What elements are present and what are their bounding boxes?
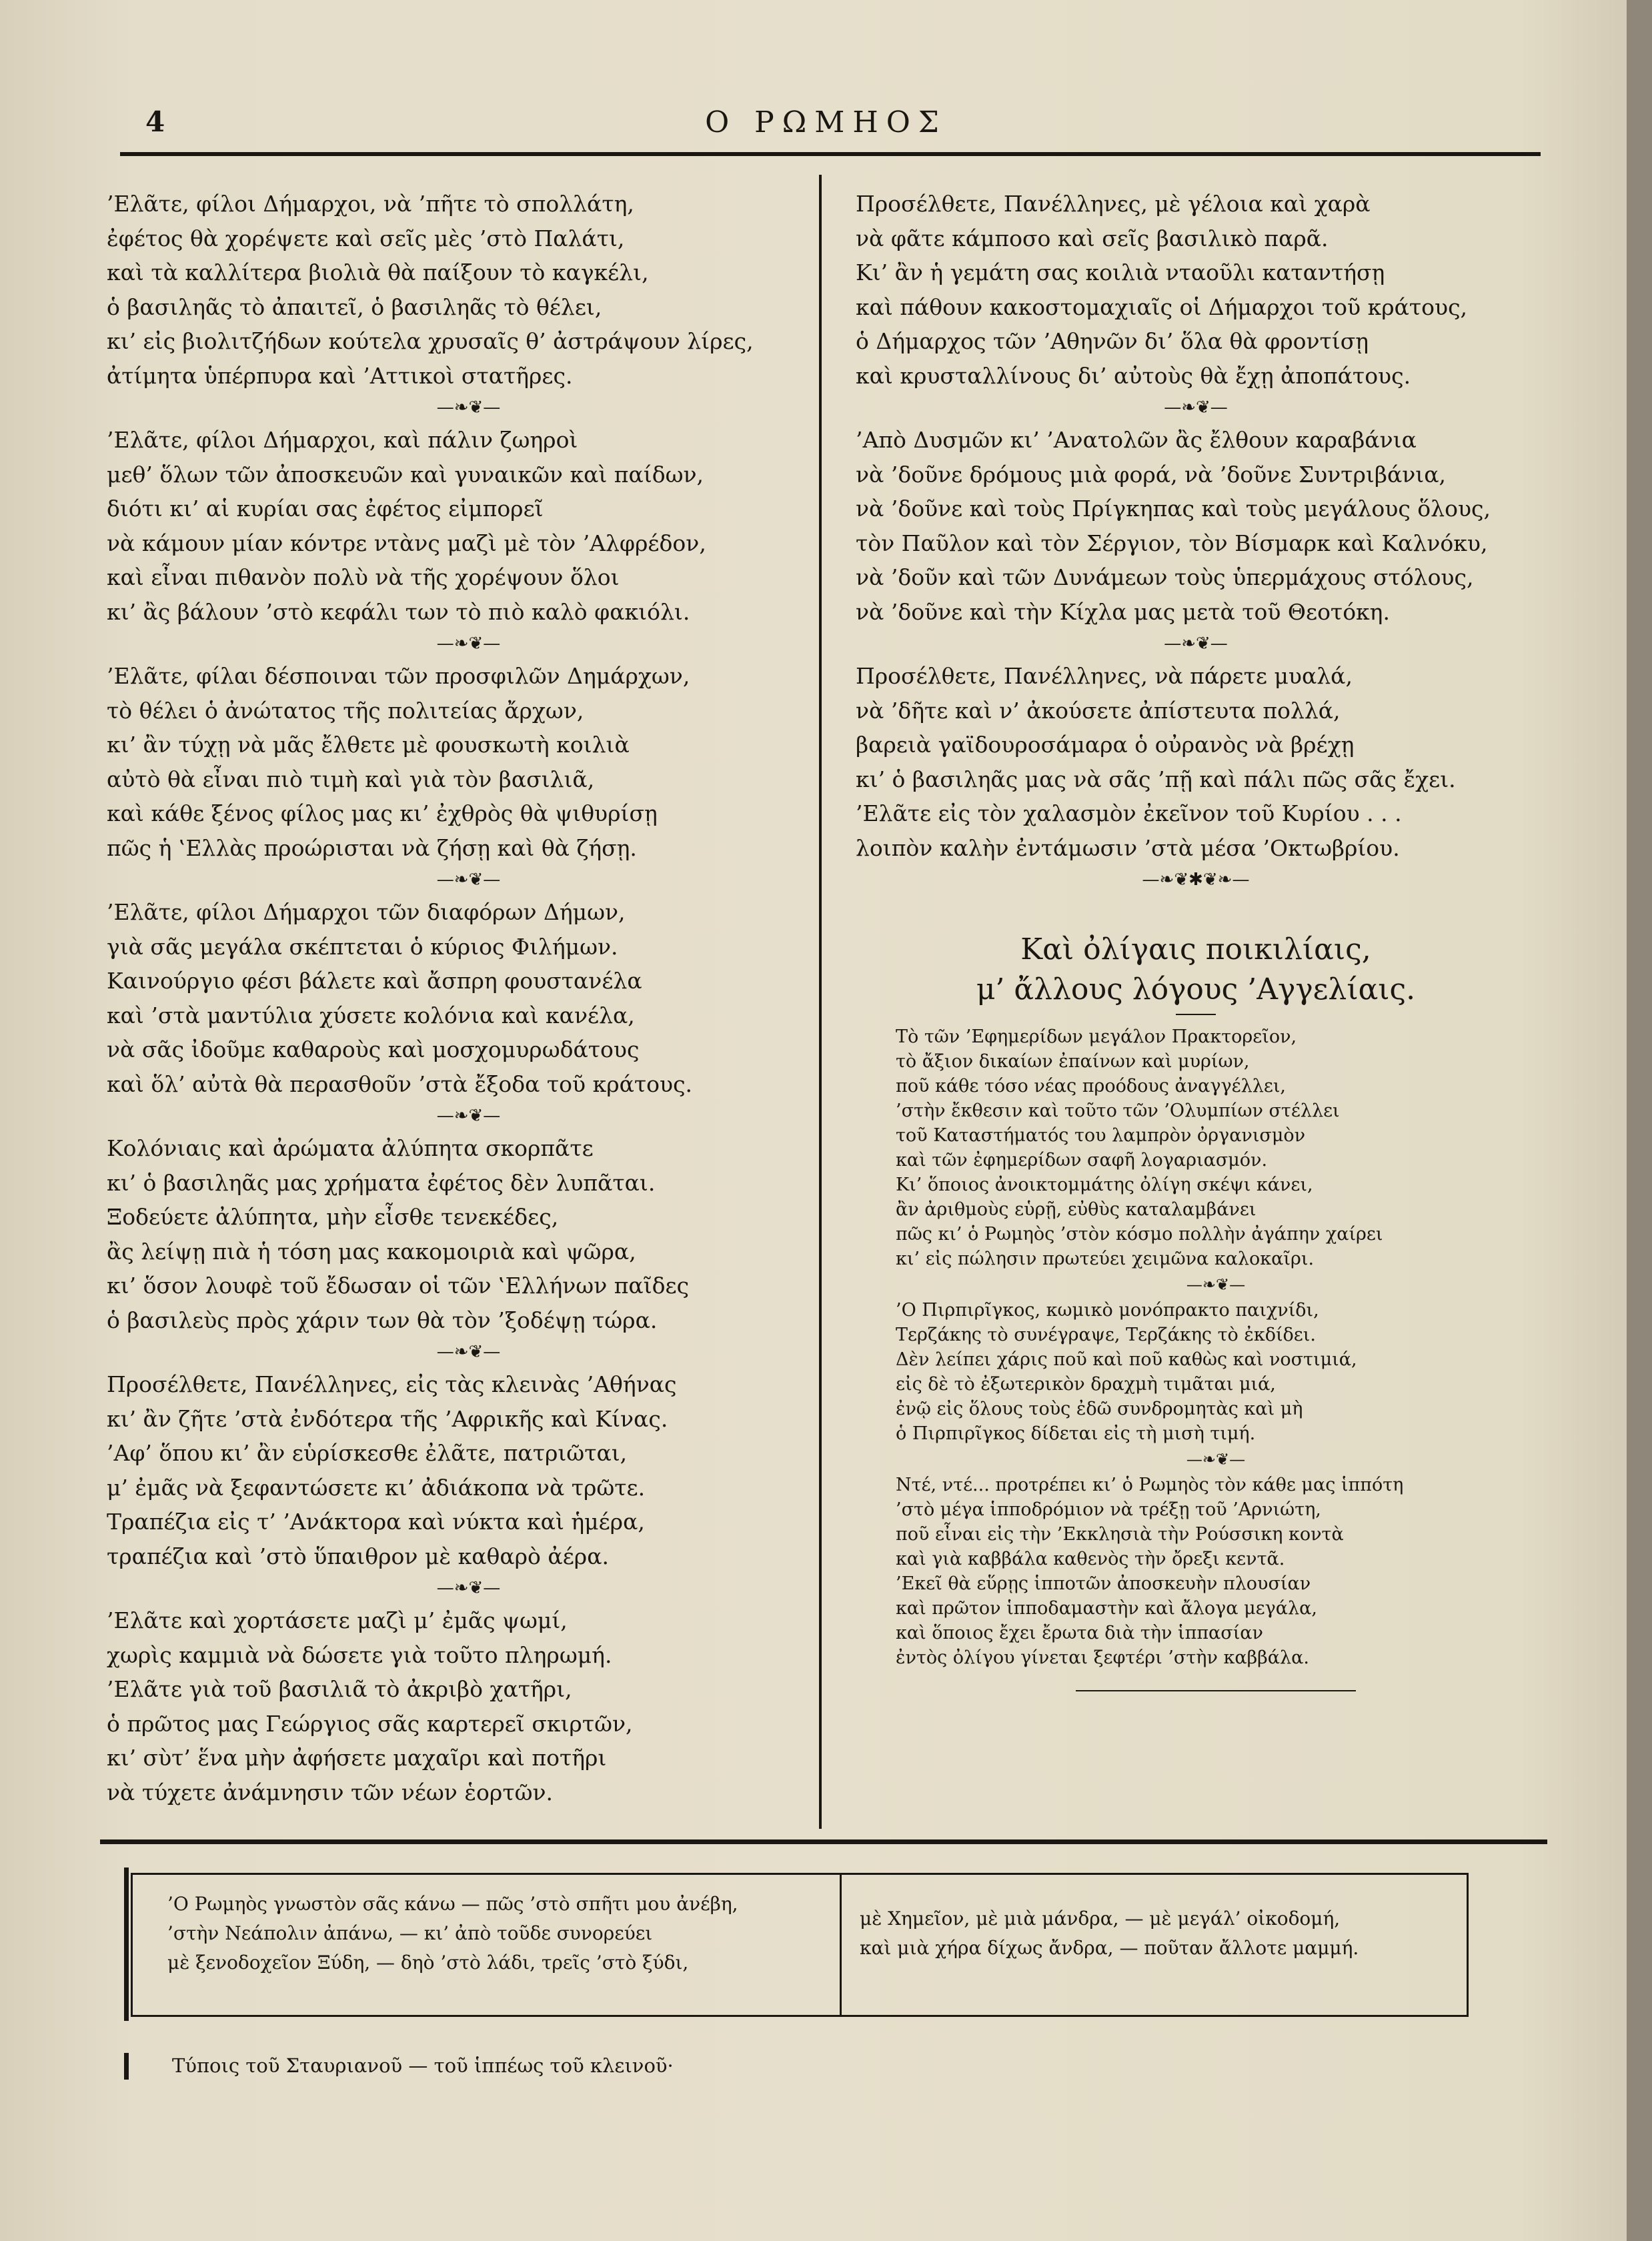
announcement-line: ποῦ εἶναι εἰς τὴν ’Εκκλησιὰ τὴν Ρούσσικη κοντὰ [896, 1524, 1344, 1545]
verse-line: ὁ Δήμαρχος τῶν ’Αθηνῶν δι’ ὅλα θὰ φροντίσῃ [856, 328, 1369, 354]
announcement-line: Ντέ, ντέ... προτρέπει κι’ ὁ Ρωμηὸς τὸν κάθε μας ἱππότη [896, 1475, 1404, 1495]
verse-line: ’Ελᾶτε, φίλοι Δήμαρχοι, καὶ πάλιν ζωηροὶ [107, 427, 578, 453]
stanza-separator: —❧❦— [436, 634, 501, 654]
verse-line: Κολόνιαις καὶ ἀρώματα ἀλύπητα σκορπᾶτε [107, 1135, 594, 1161]
verse-line: τραπέζια καὶ ’στὸ ὕπαιθρον μὲ καθαρὸ ἀέρα. [107, 1543, 609, 1569]
page-number: 4 [145, 105, 165, 138]
announcement-line: καὶ ὅποιος ἔχει ἔρωτα διὰ τὴν ἱππασίαν [896, 1623, 1263, 1643]
announcement-line: καὶ πρῶτον ἱπποδαμαστὴν καὶ ἄλογα μεγάλα, [896, 1598, 1317, 1619]
verse-line: νὰ φᾶτε κάμποσο καὶ σεῖς βασιλικὸ παρᾶ. [856, 225, 1329, 251]
verse-line: ’Ελᾶτε, φίλοι Δήμαρχοι τῶν διαφόρων Δήμων, [107, 899, 626, 925]
verse-line: διότι κι’ αἱ κυρίαι σας ἐφέτος εἰμπορεῖ [107, 496, 544, 522]
announcements [856, 1024, 1536, 1691]
verse-line: καὶ κρυσταλλίνους δι’ αὐτοὺς θὰ ἔχῃ ἀποπάτους. [856, 362, 1411, 389]
announcement-line: τοῦ Καταστήματός του λαμπρὸν ὀργανισμὸν [896, 1125, 1306, 1146]
verse-line: ὁ βασιλεὺς πρὸς χάριν των θὰ τὸν ’ξοδέψῃ τώρα. [107, 1307, 658, 1333]
printer-imprint: Τύποις τοῦ Σταυριανοῦ — τοῦ ἱππέως τοῦ κλεινοῦ· [172, 2054, 674, 2077]
verse-line: κι’ ἂς βάλουν ’στὸ κεφάλι των τὸ πιὸ καλὸ φακιόλι. [107, 598, 690, 625]
verse-line: κι’ σὺτ’ ἕνα μὴν ἀφήσετε μαχαῖρι καὶ ποτῆρι [107, 1745, 607, 1771]
verse-line: κι’ εἰς βιολιτζήδων κούτελα χρυσαῖς θ’ ἀστράψουν λίρες, [107, 328, 754, 354]
announcement-line: ἐντὸς ὀλίγου γίνεται ξεφτέρι ’στὴν καββάλα. [896, 1647, 1309, 1668]
section-title [856, 930, 1536, 1010]
verse-line: καὶ ’στὰ μαντύλια χύσετε κολόνια καὶ κανέλα, [107, 1002, 635, 1028]
advertisement-divider [840, 1875, 842, 2015]
ad-box-side-rule [124, 1868, 129, 2021]
verse-line: ἀτίμητα ὑπέρπυρα καὶ ’Αττικοὶ στατῆρες. [107, 362, 573, 389]
announcement-separator: —❧❦— [1186, 1450, 1246, 1469]
verse-line: καὶ τὰ καλλίτερα βιολιὰ θὰ παίξουν τὸ καγκέλι, [107, 259, 649, 285]
verse-line: ’Αφ’ ὅπου κι’ ἂν εὑρίσκεσθε ἐλᾶτε, πατριῶται, [107, 1440, 628, 1466]
verse-line: νὰ ’δοῦνε καὶ τὴν Κίχλα μας μετὰ τοῦ Θεοτόκη. [856, 598, 1390, 625]
verse-line: τὸ θέλει ὁ ἀνώτατος τῆς πολιτείας ἄρχων, [107, 697, 584, 724]
stanza-separator: —❧❦— [436, 1106, 501, 1126]
announcement-line: ’Ο Πιρπιρῖγκος, κωμικὸ μονόπρακτο παιχνίδι, [896, 1300, 1319, 1321]
stanza [107, 895, 804, 1101]
verse-line: καὶ πάθουν κακοστομαχιαῖς οἱ Δήμαρχοι τοῦ κράτους, [856, 293, 1468, 320]
announcement [896, 1473, 1536, 1670]
announcement-line: ἂν ἀριθμοὺς εὑρῇ, εὐθὺς καταλαμβάνει [896, 1199, 1257, 1220]
ad-line: μὲ Χημεῖον, μὲ μιὰ μάνδρα, — μὲ μεγάλ’ οἰκοδομή, [860, 1908, 1341, 1930]
stanza [856, 659, 1536, 865]
verse-line: νὰ ’δοῦνε καὶ τοὺς Πρίγκηπας καὶ τοὺς μεγάλους ὅλους, [856, 496, 1491, 522]
announcement-line: εἰς δὲ τὸ ἐξωτερικὸν δραχμὴ τιμᾶται μιά, [896, 1374, 1276, 1395]
verse-line: νὰ σᾶς ἰδοῦμε καθαροὺς καὶ μοσχομυρωδάτους [107, 1036, 640, 1062]
verse-line: βαρειὰ γαϊδουροσάμαρα ὁ οὐρανὸς νὰ βρέχῃ [856, 732, 1355, 758]
stanza [107, 1131, 804, 1337]
announcement-line: τὸ ἄξιον δικαίων ἐπαίνων καὶ μυρίων, [896, 1051, 1250, 1072]
announcement-separator: —❧❦— [1186, 1275, 1246, 1294]
column-divider [819, 175, 822, 1829]
verse-line: ὁ πρῶτος μας Γεώργιος σᾶς καρτερεῖ σκιρτῶν, [107, 1710, 633, 1737]
footer-rule [100, 1839, 1547, 1844]
stanza-separator: —❧❦— [1164, 398, 1228, 418]
advertisement-left [167, 1890, 828, 1978]
verse-line: ’Απὸ Δυσμῶν κι’ ’Ανατολῶν ἂς ἔλθουν καραβάνια [856, 427, 1417, 453]
verse-line: μ’ ἐμᾶς νὰ ξεφαντώσετε κι’ ἀδιάκοπα νὰ τρῶτε. [107, 1474, 646, 1501]
stanza-separator: —❧❦— [436, 1342, 501, 1362]
stanza [107, 1367, 804, 1573]
title-rule [1176, 1014, 1216, 1015]
verse-line: ’Ελᾶτε εἰς τὸν χαλασμὸν ἐκεῖνον τοῦ Κυρίου . . . [856, 800, 1402, 826]
verse-line: ὁ βασιληᾶς τὸ ἀπαιτεῖ, ὁ βασιληᾶς τὸ θέλει, [107, 293, 602, 320]
right-column [856, 187, 1536, 1691]
verse-line: γιὰ σᾶς μεγάλα σκέπτεται ὁ κύριος Φιλήμων. [107, 933, 618, 960]
announcement-line: ’στὴν ἔκθεσιν καὶ τοῦτο τῶν ’Ολυμπίων στέλλει [896, 1100, 1340, 1121]
stanza [856, 187, 1536, 393]
verse-line: νὰ τύχετε ἀνάμνησιν τῶν νέων ἑορτῶν. [107, 1779, 554, 1805]
announcement [896, 1298, 1536, 1446]
stanza [107, 423, 804, 629]
verse-line: Προσέλθετε, Πανέλληνες, μὲ γέλοια καὶ χαρὰ [856, 191, 1371, 217]
verse-line: καὶ εἶναι πιθανὸν πολὺ νὰ τῆς χορέψουν ὅλοι [107, 564, 620, 590]
stanza [107, 187, 804, 393]
announcement-line: ’στὸ μέγα ἱπποδρόμιον νὰ τρέξῃ τοῦ ’Αρνιώτη, [896, 1499, 1321, 1520]
announcement-line: ποῦ κάθε τόσο νέας προόδους ἀναγγέλλει, [896, 1076, 1287, 1096]
verse-line: μεθ’ ὅλων τῶν ἀποσκευῶν καὶ γυναικῶν καὶ παίδων, [107, 461, 704, 488]
ad-line: μὲ ξενοδοχεῖον Ξύδη, — δηὸ ’στὸ λάδι, τρεῖς ’στὸ ξύδι, [167, 1952, 689, 1974]
announcement-line: καὶ γιὰ καββάλα καθενὸς τὴν ὄρεξι κεντᾶ. [896, 1549, 1285, 1569]
verse-line: ἂς λείψῃ πιὰ ἡ τόση μας κακομοιριὰ καὶ ψῶρα, [107, 1238, 636, 1265]
verse-line: χωρὶς καμμιὰ νὰ δώσετε γιὰ τοῦτο πληρωμή. [107, 1641, 612, 1668]
announcement-line: ’Εκεῖ θὰ εὕρῃς ἱπποτῶν ἀποσκευὴν πλουσίαν [896, 1573, 1311, 1594]
verse-line: ’Ελᾶτε, φίλοι Δήμαρχοι, νὰ ’πῆτε τὸ σπολλάτη, [107, 191, 634, 217]
masthead: Ο ΡΩΜΗΟΣ [705, 105, 947, 139]
stanza-separator: —❧❦— [436, 1578, 501, 1598]
verse-line: κι’ ὁ βασιληᾶς μας χρήματα ἐφέτος δὲν λυπᾶται. [107, 1169, 656, 1196]
ad-line: ’Ο Ρωμηὸς γνωστὸν σᾶς κάνω — πῶς ’στὸ σπῆτι μου ἀνέβη, [167, 1893, 738, 1915]
section-title-line: μ’ ἄλλους λόγους ’Αγγελίαις. [976, 972, 1416, 1006]
announcement-line: καὶ τῶν ἐφημερίδων σαφῆ λογαριασμόν. [896, 1150, 1268, 1171]
verse-line: τὸν Παῦλον καὶ τὸν Σέργιον, τὸν Βίσμαρκ καὶ Καλνόκυ, [856, 530, 1488, 556]
stanza [856, 423, 1536, 629]
announcement-line: Τερζάκης τὸ συνέγραψε, Τερζάκης τὸ ἐκδίδει. [896, 1325, 1316, 1345]
announcement-line: κι’ εἰς πώλησιν πρωτεύει χειμῶνα καλοκαῖρι. [896, 1249, 1315, 1269]
verse-line: ’Ελᾶτε, φίλαι δέσποιναι τῶν προσφιλῶν Δημάρχων, [107, 663, 690, 689]
announcement-line: Κι’ ὅποιος ἀνοικτομμάτης ὀλίγη σκέψι κάνει, [896, 1175, 1313, 1195]
verse-line: νὰ ’δοῦν καὶ τῶν Δυνάμεων τοὺς ὑπερμάχους στόλους, [856, 564, 1474, 590]
announcement [896, 1024, 1536, 1271]
verse-line: Ξοδεύετε ἀλύπητα, μὴν εἶσθε τενεκέδες, [107, 1204, 559, 1230]
verse-line: κι’ ἂν τύχῃ νὰ μᾶς ἔλθετε μὲ φουσκωτὴ κοιλιὰ [107, 732, 630, 758]
verse-line: Προσέλθετε, Πανέλληνες, εἰς τὰς κλεινὰς ’Αθήνας [107, 1371, 677, 1397]
header-rule [120, 152, 1541, 156]
verse-line: καὶ κάθε ξένος φίλος μας κι’ ἐχθρὸς θὰ ψιθυρίσῃ [107, 800, 658, 826]
stanza [107, 1603, 804, 1809]
verse-line: Τραπέζια εἰς τ’ ’Ανάκτορα καὶ νύκτα καὶ ἡμέρα, [107, 1509, 645, 1535]
verse-line: πῶς ἡ ‛Ελλὰς προώρισται νὰ ζήσῃ καὶ θὰ ζήσῃ. [107, 834, 637, 861]
ad-line: ’στὴν Νεάπολιν ἀπάνω, — κι’ ἀπὸ τοῦδε συνορεύει [167, 1922, 653, 1944]
imprint-rule [124, 2053, 129, 2080]
announcement-line: ἐνῷ εἰς ὅλους τοὺς ἐδῶ συνδρομητὰς καὶ μὴ [896, 1399, 1303, 1419]
closing-rule [1076, 1690, 1356, 1691]
verse-line: νὰ κάμουν μίαν κόντρε ντὰνς μαζὶ μὲ τὸν ’Αλφρέδον, [107, 530, 706, 556]
verse-line: ἐφέτος θὰ χορέψετε καὶ σεῖς μὲς ’στὸ Παλάτι, [107, 225, 625, 251]
announcement-line: ὁ Πιρπιρῖγκος δίδεται εἰς τὴ μισὴ τιμή. [896, 1423, 1256, 1444]
stanza-separator: —❧❦— [1164, 634, 1228, 654]
left-column [107, 187, 804, 1809]
verse-line: λοιπὸν καλὴν ἐντάμωσιν ’στὰ μέσα ’Οκτωβρίου. [856, 834, 1400, 861]
verse-line: νὰ ’δοῦνε δρόμους μιὰ φορά, νὰ ’δοῦνε Συντριβάνια, [856, 461, 1447, 488]
section-separator: —❧❦✱❦❧— [1142, 870, 1250, 890]
verse-line: νὰ ’δῆτε καὶ ν’ ἀκούσετε ἀπίστευτα πολλά, [856, 697, 1341, 724]
verse-line: ’Ελᾶτε γιὰ τοῦ βασιλιᾶ τὸ ἀκριβὸ χατῆρι, [107, 1676, 572, 1702]
stanza-separator: —❧❦— [436, 870, 501, 890]
verse-line: ’Ελᾶτε καὶ χορτάσετε μαζὶ μ’ ἐμᾶς ψωμί, [107, 1607, 568, 1633]
announcement-line: Τὸ τῶν ’Εφημερίδων μεγάλον Πρακτορεῖον, [896, 1026, 1297, 1047]
verse-line: Προσέλθετε, Πανέλληνες, νὰ πάρετε μυαλά, [856, 663, 1353, 689]
stanza [107, 659, 804, 865]
announcement-line: Δὲν λείπει χάρις ποῦ καὶ ποῦ καθὼς καὶ νοστιμιά, [896, 1349, 1357, 1370]
announcement-line: πῶς κι’ ὁ Ρωμηὸς ’στὸν κόσμο πολλὴν ἀγάπην χαίρει [896, 1224, 1383, 1245]
binding-edge [1627, 0, 1652, 2241]
verse-line: Καινούργιο φέσι βάλετε καὶ ἄσπρη φουστανέλα [107, 968, 642, 994]
verse-line: κι’ ἂν ζῆτε ’στὰ ἐνδότερα τῆς ’Αφρικῆς καὶ Κίνας. [107, 1405, 668, 1432]
verse-line: καὶ ὅλ’ αὐτὰ θὰ περασθοῦν ’στὰ ἔξοδα τοῦ κράτους. [107, 1070, 693, 1097]
verse-line: κι’ ὅσον λουφὲ τοῦ ἔδωσαν οἱ τῶν ‛Ελλήνων παῖδες [107, 1273, 690, 1299]
advertisement-right [860, 1904, 1447, 1963]
ad-line: καὶ μιὰ χήρα δίχως ἄνδρα, — ποῦταν ἄλλοτε μαμμή. [860, 1937, 1359, 1959]
verse-line: Κι’ ἂν ἡ γεμάτη σας κοιλιὰ νταοῦλι καταντήσῃ [856, 259, 1385, 285]
stanza-separator: —❧❦— [436, 398, 501, 418]
advertisement-box [131, 1873, 1469, 2017]
verse-line: κι’ ὁ βασιληᾶς μας νὰ σᾶς ’πῇ καὶ πάλι πῶς σᾶς ἔχει. [856, 766, 1456, 792]
verse-line: αὐτὸ θὰ εἶναι πιὸ τιμὴ καὶ γιὰ τὸν βασιλιᾶ, [107, 766, 595, 792]
section-title-line: Καὶ ὀλίγαις ποικιλίαις, [1020, 932, 1371, 966]
